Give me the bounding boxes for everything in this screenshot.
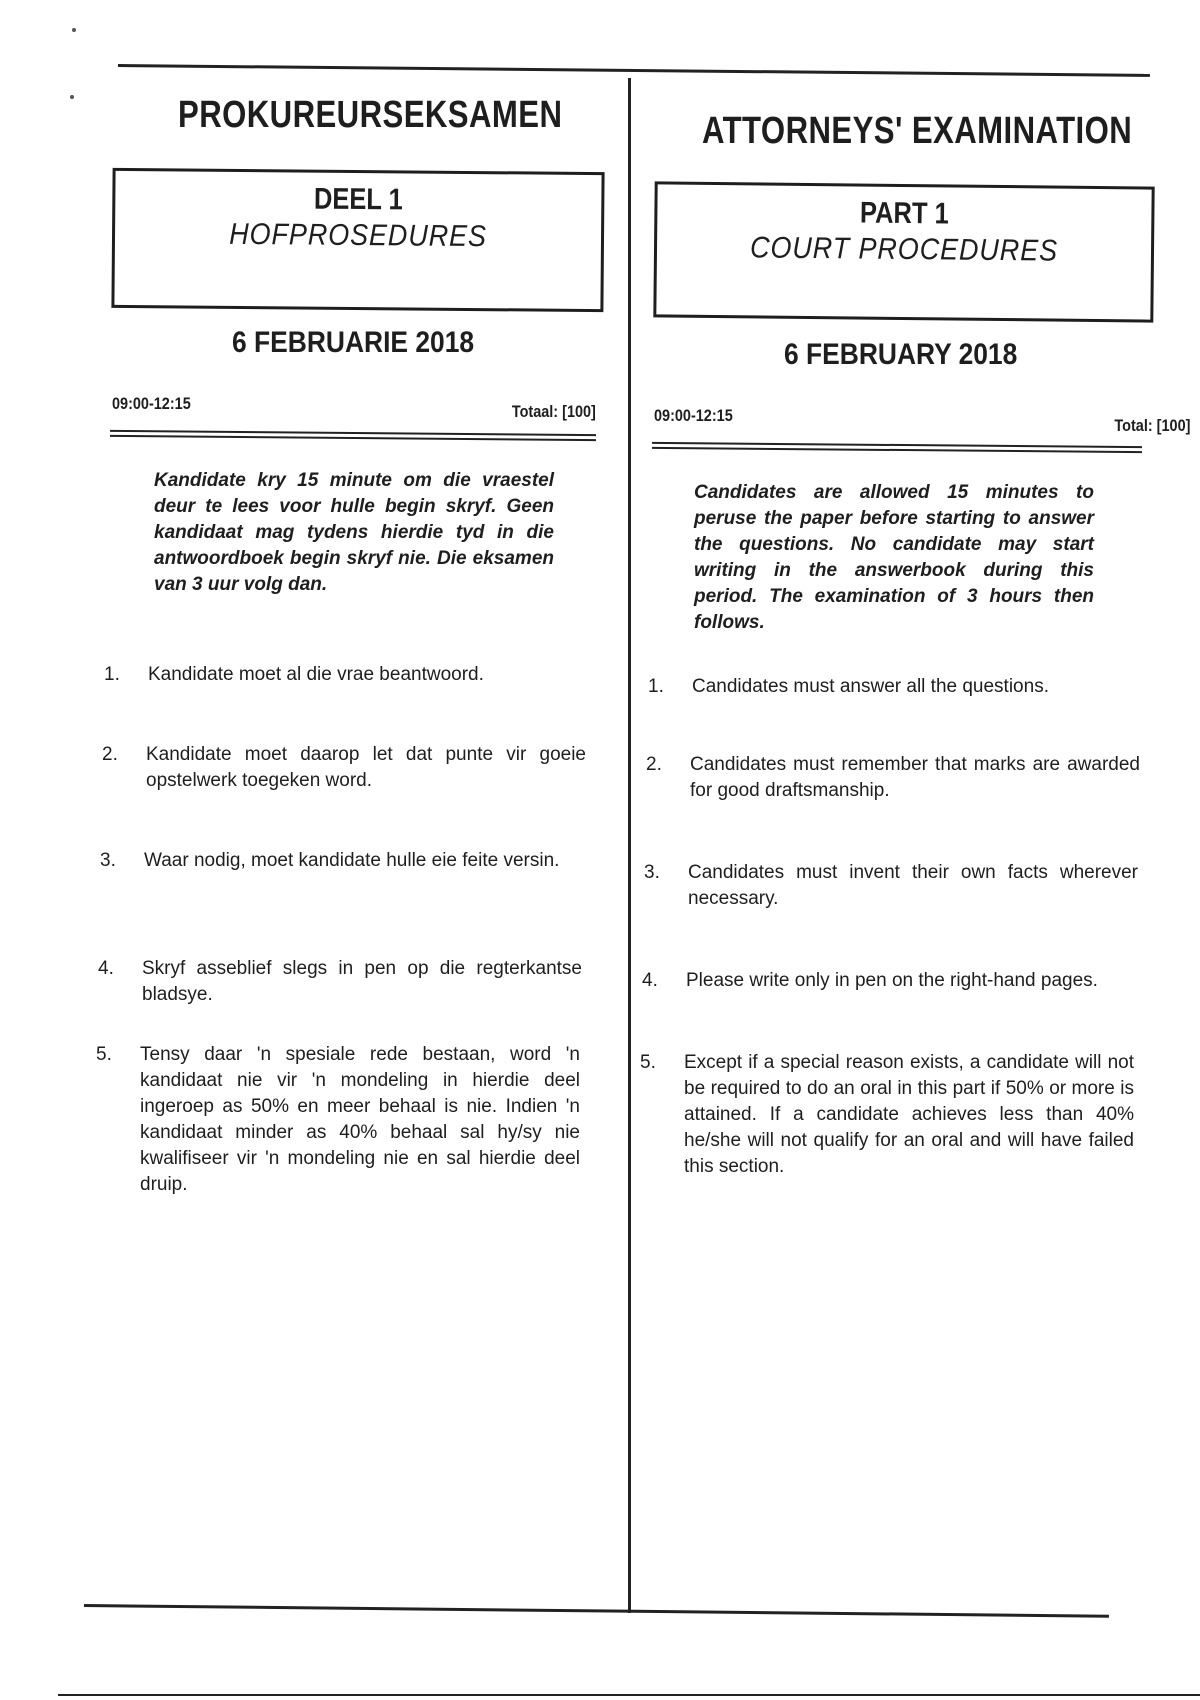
part-subtitle: HOFPROSEDURES: [229, 217, 488, 254]
part-box: [653, 181, 1154, 322]
english-column: [630, 0, 1200, 1700]
item-number: 3.: [644, 862, 660, 883]
part-label: PART 1: [859, 196, 949, 231]
exam-title: ATTORNEYS' EXAMINATION: [702, 110, 1133, 152]
header-double-rule: [110, 430, 596, 441]
item-text: Please write only in pen on the right-hand pages.: [686, 970, 1098, 991]
item-number: 3.: [100, 850, 116, 871]
item-text: Kandidate moet daarop let dat punte vir goeie opstelwerk toegeken word.: [146, 744, 586, 791]
total-marks: Totaal: [100]: [511, 402, 596, 421]
exam-time: 09:00-12:15: [654, 406, 733, 425]
exam-time: 09:00-12:15: [112, 394, 191, 413]
item-number: 1.: [648, 676, 664, 697]
item-number: 2.: [646, 754, 662, 775]
item-text: Tensy daar 'n spesiale rede bestaan, word 'n kandidaat nie vir 'n mondeling in hierdie deel ingeroep as 50% en meer behaal is nie. Indien 'n kandidaat minder as 40% behaal sal hy/sy nie kwalifiseer vir 'n mondeling nie en sal hierdie deel druip.: [140, 1044, 580, 1195]
item-number: 5.: [640, 1052, 656, 1073]
item-text: Kandidate moet al die vrae beantwoord.: [148, 664, 484, 685]
item-number: 2.: [102, 744, 118, 765]
item-text: Candidates must answer all the questions.: [692, 676, 1049, 697]
item-text: Candidates must invent their own facts wherever necessary.: [688, 862, 1138, 909]
item-number: 1.: [104, 664, 120, 685]
item-number: 4.: [98, 958, 114, 979]
instructions-intro: Kandidate kry 15 minute om die vraestel deur te lees voor hulle begin skryf. Geen kandidaat mag tydens hierdie tyd in die antwoordboek begin skryf nie. Die eksamen van 3 uur volg dan.: [154, 470, 554, 595]
part-label: DEEL 1: [313, 182, 403, 217]
part-subtitle: COURT PROCEDURES: [749, 231, 1059, 268]
item-text: Candidates must remember that marks are awarded for good draftsmanship.: [690, 754, 1140, 801]
item-number: 5.: [96, 1044, 112, 1065]
header-double-rule: [652, 442, 1142, 453]
exam-date: 6 FEBRUARY 2018: [784, 338, 1018, 371]
item-text: Except if a special reason exists, a candidate will not be required to do an oral in this part if 50% or more is attained. If a candidate achieves less than 40% he/she will not qualify for an oral and will have failed this section.: [684, 1052, 1134, 1177]
exam-title: PROKUREURSEKSAMEN: [178, 94, 563, 136]
part-box: [111, 168, 604, 312]
item-number: 4.: [642, 970, 658, 991]
exam-date: 6 FEBRUARIE 2018: [232, 326, 475, 359]
instructions-intro: Candidates are allowed 15 minutes to peruse the paper before starting to answer the questions. No candidate may start writing in the answerbook during this period. The examination of 3 hours then follows.: [694, 482, 1094, 633]
total-marks: Total: [100]: [1113, 416, 1190, 435]
item-text: Waar nodig, moet kandidate hulle eie feite versin.: [144, 850, 560, 871]
item-text: Skryf asseblief slegs in pen op die regterkantse bladsye.: [142, 958, 582, 1005]
